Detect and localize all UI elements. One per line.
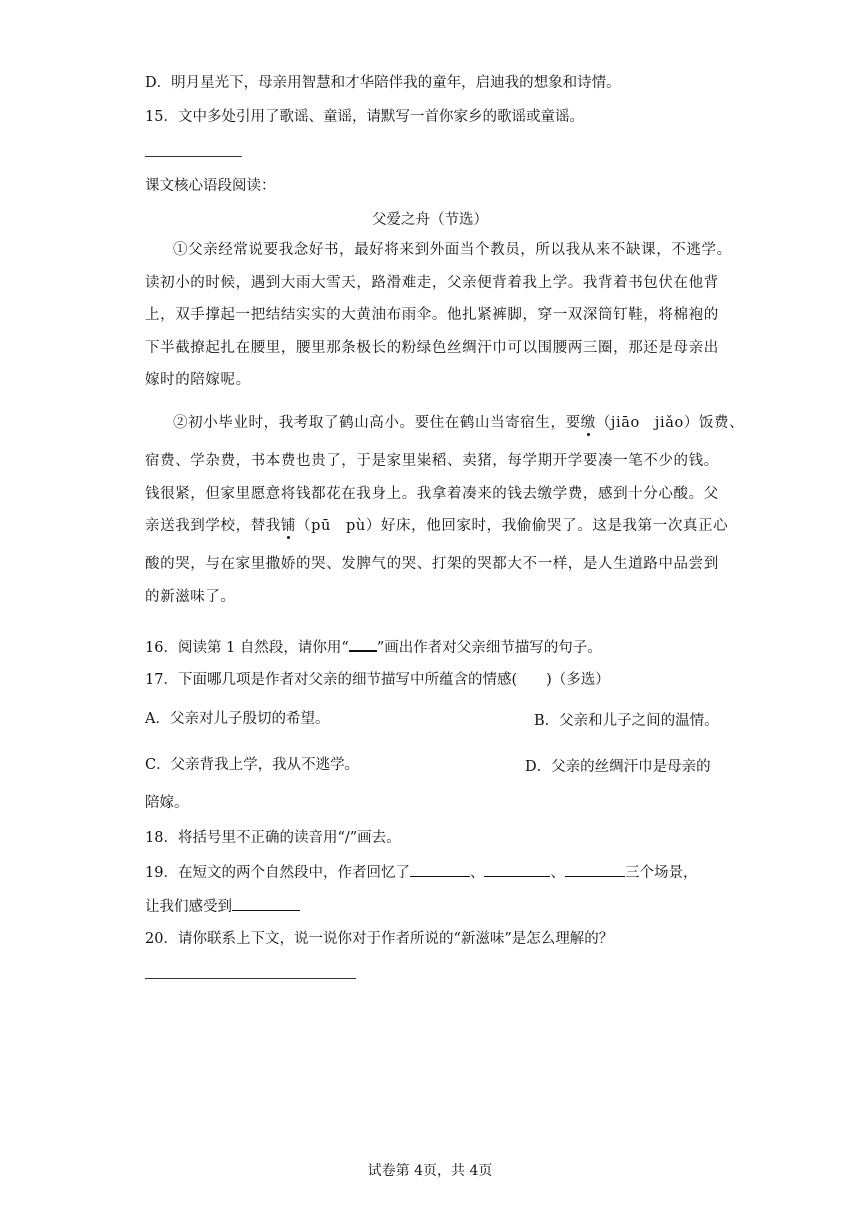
q20-question: 20．请你联系上下文，说一说你对于作者所说的“新滋味”是怎么理解的？ bbox=[145, 931, 614, 947]
passage-title: 父爱之舟（节选） bbox=[372, 212, 488, 228]
p2-line-6: 的新滋味了。 bbox=[145, 588, 236, 605]
p2-pinyin-pu: （pū pù）好床，他回家时，我偷偷哭了。这是我第一次真正心 bbox=[296, 518, 729, 534]
paragraph-1 bbox=[145, 240, 732, 403]
p1-line-3: 上，双手撑起一把结结实实的大黄油布雨伞。他扎紧裤脚，穿一双深筒钉鞋，将棉袍的 bbox=[145, 307, 719, 323]
paragraph-2 bbox=[145, 413, 745, 619]
q15-question: 15．文中多处引用了歌谣、童谣，请默写一首你家乡的歌谣或童谣。 bbox=[145, 109, 584, 125]
p1-line-1: ①父亲经常说要我念好书，最好将来到外面当个教员，所以我从来不缺课，不逃学。 bbox=[173, 242, 732, 258]
q17-option-c[interactable]: C．父亲背我上学，我从不逃学。 bbox=[145, 757, 360, 773]
q19-question-cont bbox=[145, 896, 300, 917]
q19-question bbox=[145, 862, 697, 883]
q19-text-c: 让我们感受到 bbox=[145, 899, 232, 915]
q16-underline-sample bbox=[349, 636, 377, 652]
q16-text-a: 16．阅读第 1 自然段，请你用“ bbox=[145, 640, 349, 656]
section-label: 课文核心语段阅读： bbox=[145, 178, 276, 194]
p1-line-5: 嫁时的陪嫁呢。 bbox=[145, 372, 251, 388]
p2-line-4-a: 亲送我到学校，替我 bbox=[145, 518, 281, 534]
q20-answer-line[interactable] bbox=[145, 978, 356, 979]
q17-option-d-cont: 陪嫁。 bbox=[145, 795, 189, 811]
q18-question: 18．将括号里不正确的读音用“/”画去。 bbox=[145, 830, 401, 846]
page-footer: 试卷第 4页，共 4页 bbox=[367, 1163, 493, 1179]
q19-sep-1: 、 bbox=[469, 865, 485, 881]
q19-blank-1[interactable] bbox=[410, 862, 470, 877]
q17-question: 17．下面哪几项是作者对父亲的细节描写中所蕴含的情感( )（多选） bbox=[145, 672, 610, 688]
q19-blank-2[interactable] bbox=[484, 862, 550, 877]
q19-blank-4[interactable] bbox=[232, 896, 300, 911]
p2-line-3: 钱很紧，但家里愿意将钱都花在我身上。我拿着凑来的钱去缴学费，感到十分心酸。父 bbox=[145, 485, 719, 502]
dotted-char-jiao: 缴 bbox=[580, 415, 596, 431]
q19-blank-3[interactable] bbox=[565, 862, 625, 877]
q19-text-b: 三个场景， bbox=[624, 865, 698, 881]
p2-line-1-a: ②初小毕业时，我考取了鹤山高小。要住在鹤山当寄宿生，要 bbox=[173, 415, 581, 431]
dotted-char-pu: 铺 bbox=[280, 518, 297, 534]
p2-line-5: 酸的哭，与在家里撒娇的哭、发脾气的哭、打架的哭都大不一样，是人生道路中品尝到 bbox=[145, 556, 719, 572]
p1-line-4: 下半截撩起扎在腰里，腰里那条极长的粉绿色丝绸汗巾可以围腰两三圈，那还是母亲出 bbox=[145, 339, 719, 356]
p2-line-4 bbox=[145, 516, 729, 554]
q17-option-a[interactable]: A．父亲对儿子殷切的希望。 bbox=[145, 711, 330, 727]
q15-answer-line[interactable] bbox=[145, 156, 242, 157]
q17-option-b[interactable]: B．父亲和儿子之间的温情。 bbox=[534, 713, 719, 729]
q19-text-a: 19．在短文的两个自然段中，作者回忆了 bbox=[145, 865, 410, 881]
p2-pinyin-jiao: （jiāo jiǎo）饭费、 bbox=[595, 415, 745, 431]
p1-line-2: 读初小的时候，遇到大雨大雪天，路滑难走，父亲便背着我上学。我背着书包伏在他背 bbox=[145, 274, 719, 291]
q16-text-b: ”画出作者对父亲细节描写的句子。 bbox=[376, 640, 602, 656]
p2-line-1 bbox=[145, 413, 745, 451]
q14-option-d: D．明月星光下，母亲用智慧和才华陪伴我的童年，启迪我的想象和诗情。 bbox=[145, 75, 621, 91]
p2-line-2: 宿费、学杂费，书本费也贵了，于是家里粜稻、卖猪，每学期开学要凑一笔不少的钱。 bbox=[145, 453, 719, 469]
q17-option-d[interactable]: D．父亲的丝绸汗巾是母亲的 bbox=[525, 759, 711, 775]
q19-sep-2: 、 bbox=[550, 865, 565, 881]
q16-question bbox=[145, 636, 602, 658]
